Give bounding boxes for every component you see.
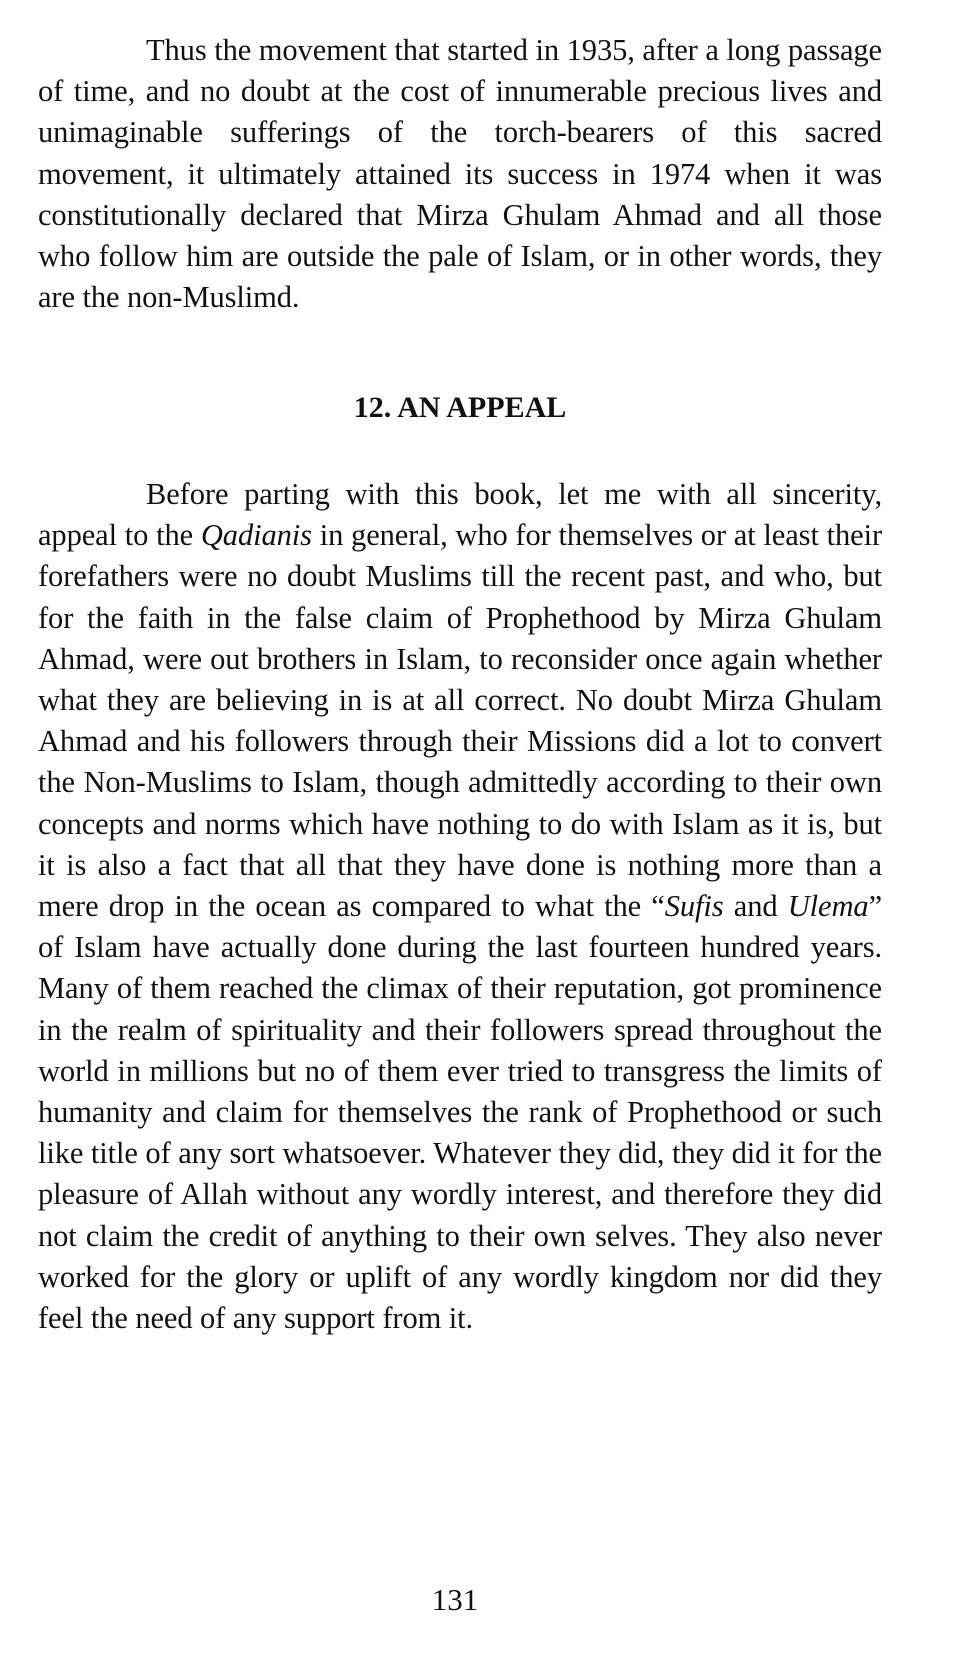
paragraph-2-part-4: ” of Islam have actually done during the last fourteen hundred years. Many of them reached the climax of their reputation, got prominence in the realm of spirituality and their followers spread throughout the world in millions but no of them ever tried to transgress the limits of humanity and claim for themselves the rank of Prophethood or such like title of any sort whatsoever. Whatever they did, they did it for the pleasure of Allah without any wordly interest, and therefore they did not claim the credit of anything to their own selves. They also never worked for the glory or uplift of any wordly kingdom nor did they feel the need of any support from it.: [38, 889, 882, 1336]
paragraph-2-part-1: Before parting with this book, let me with all sincerity, appeal to the: [38, 477, 882, 553]
term-qadianis: Qadianis: [200, 518, 312, 553]
term-ulema: Ulema: [787, 889, 869, 924]
paragraph-1-text: Thus the movement that started in 1935, after a long passage of time, and no doubt at the cost of innumerable precious lives and unimaginable sufferings of the torch-bearers of this sacred movement, it ultimately attained its success in 1974 when it was constitutionally declared that Mirza Ghulam Ahmad and all those who follow him are outside the pale of Islam, or in other words, they are the non-Muslimd.: [38, 33, 882, 315]
paragraph-2-part-3: and: [723, 889, 788, 924]
page-number: 131: [431, 1582, 479, 1617]
term-sufis: Sufis: [664, 889, 724, 924]
paragraph-2-part-2: in general, who for themselves or at least their forefathers were no doubt Muslims till the recent past, and who, but for the faith in the false claim of Prophethood by Mirza Ghulam Ahmad, were out brothers in Islam, to reconsider once again whether what they are believing in is at all correct. No doubt Mirza Ghulam Ahmad and his followers through their Missions did a lot to convert the Non-Muslims to Islam, though admittedly according to their own concepts and norms which have nothing to do with Islam as it is, but it is also a fact that all that they have done is nothing more than a mere drop in the ocean as compared to what the “: [38, 518, 883, 924]
paragraph-appeal: [38, 474, 882, 1339]
paragraph-movement-success: [38, 30, 882, 318]
section-heading: 12. AN APPEAL: [353, 391, 567, 424]
